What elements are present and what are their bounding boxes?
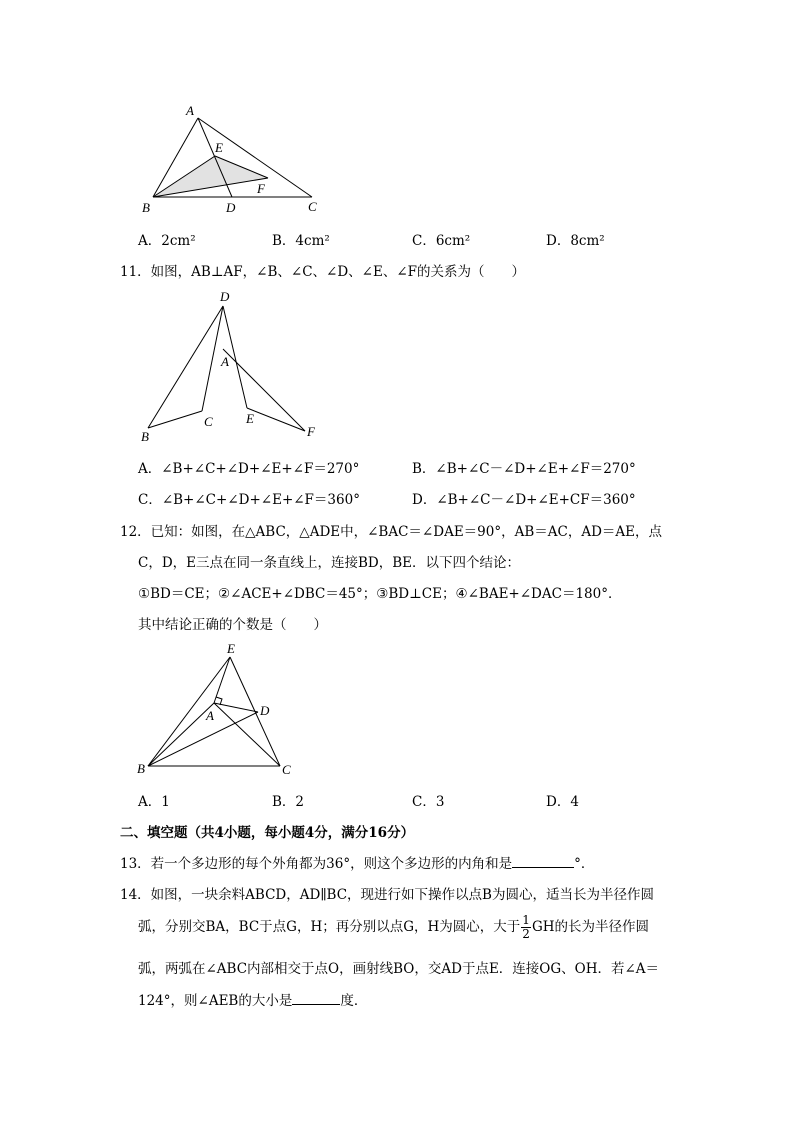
- q12-option-a[interactable]: A．1: [138, 794, 170, 810]
- label-b: B: [137, 761, 145, 776]
- figure-q11: [135, 285, 335, 445]
- q14-line4: [138, 989, 367, 1009]
- label-d: D: [226, 200, 236, 215]
- q11-stem: 11．如图，AB⊥AF，∠B、∠C、∠D、∠E、∠F的关系为（ ）: [120, 264, 526, 280]
- q12-option-b[interactable]: B．2: [272, 794, 305, 810]
- label-e: E: [246, 411, 254, 426]
- segment-cd: [202, 306, 223, 411]
- segment-ab: [148, 703, 214, 766]
- label-f: F: [307, 424, 315, 439]
- q10-option-d[interactable]: D．8cm²: [546, 233, 605, 249]
- segment-db: [148, 306, 223, 428]
- label-c: C: [282, 762, 291, 777]
- segment-ef: [247, 408, 305, 431]
- segment-af: [223, 349, 305, 431]
- section-title: 二、填空题（共4小题，每小题4分，满分16分）: [120, 825, 415, 841]
- label-b: B: [141, 429, 149, 444]
- segment-ac: [214, 703, 280, 766]
- label-e: E: [227, 641, 235, 656]
- q11-option-c[interactable]: C．∠B+∠C+∠D+∠E+∠F＝360°: [138, 492, 360, 508]
- q12-line3: ①BD＝CE；②∠ACE+∠DBC＝45°；③BD⊥CE；④∠BAE+∠DAC＝180°．: [138, 586, 622, 602]
- q13-unit: °．: [574, 856, 595, 872]
- segment-ae: [214, 657, 230, 703]
- label-b: B: [142, 200, 150, 215]
- label-d: D: [260, 703, 270, 718]
- q14-line2-text-b: GH的长为半径作圆: [531, 919, 649, 935]
- q12-line4: 其中结论正确的个数是（ ）: [138, 617, 327, 633]
- q14-line2: [138, 914, 649, 941]
- q14-unit: 度．: [340, 993, 368, 1009]
- q12-option-d[interactable]: D．4: [546, 794, 579, 810]
- q10-option-c[interactable]: C．6cm²: [412, 233, 471, 249]
- shaded-triangle: [153, 156, 268, 197]
- q10-option-a[interactable]: A．2cm²: [138, 233, 196, 249]
- label-e: E: [215, 140, 223, 155]
- segment-eb: [148, 657, 230, 766]
- fraction-numerator: 1: [522, 913, 530, 927]
- label-a: A: [186, 103, 194, 118]
- q11-option-d[interactable]: D．∠B+∠C－∠D+∠E+CF＝360°: [412, 492, 636, 508]
- label-a: A: [206, 708, 214, 723]
- q12-option-c[interactable]: C．3: [412, 794, 445, 810]
- q12-line2: C，D，E三点在同一条直线上，连接BD，BE．以下四个结论：: [138, 555, 521, 571]
- answer-blank[interactable]: [512, 867, 574, 868]
- q12-line1: 12．已知：如图，在△ABC，△ADE中，∠BAC＝∠DAE＝90°，AB＝AC，AD＝AE，点: [120, 524, 663, 540]
- fraction-one-half: [521, 914, 531, 941]
- segment-bd: [148, 712, 258, 766]
- q11-option-b[interactable]: B．∠B+∠C－∠D+∠E+∠F＝270°: [412, 461, 636, 477]
- label-f: F: [257, 181, 265, 196]
- segment-bc: [148, 411, 202, 428]
- fraction-denominator: 2: [522, 927, 530, 941]
- figure-q10: [135, 100, 335, 220]
- q14-line2-text: 弧，分别交BA，BC于点G，H；再分别以点G，H为圆心，大于: [138, 919, 521, 935]
- label-a: A: [221, 354, 229, 369]
- q10-option-b[interactable]: B．4cm²: [272, 233, 330, 249]
- q13-text: 13．若一个多边形的每个外角都为36°，则这个多边形的内角和是: [120, 856, 513, 872]
- label-c: C: [308, 199, 317, 214]
- q14-line3: 弧，两弧在∠ABC内部相交于点O，画射线BO，交AD于点E．连接OG、OH．若∠A＝: [138, 961, 660, 977]
- figure-q12: [130, 640, 310, 780]
- answer-blank[interactable]: [292, 1004, 340, 1005]
- label-c: C: [204, 414, 213, 429]
- q11-option-a[interactable]: A．∠B+∠C+∠D+∠E+∠F＝270°: [138, 461, 360, 477]
- q14-line4-text: 124°，则∠AEB的大小是: [138, 993, 293, 1009]
- q14-line1: 14．如图，一块余料ABCD，AD∥BC，现进行如下操作以点B为圆心，适当长为半径作圆: [120, 887, 654, 903]
- label-d: D: [220, 289, 230, 304]
- q13: [120, 852, 594, 872]
